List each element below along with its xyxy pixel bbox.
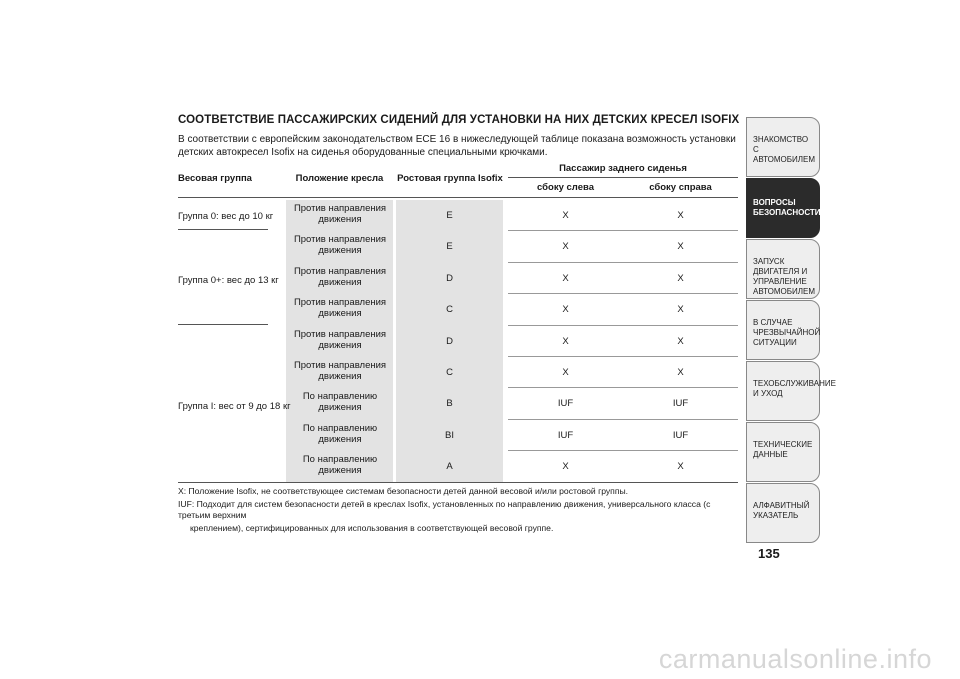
row-divider xyxy=(508,387,738,388)
cell-right: X xyxy=(677,335,684,347)
group-label: Группа 0: вес до 10 кг xyxy=(178,211,274,222)
cell-size: D xyxy=(446,335,453,347)
page-number: 135 xyxy=(758,546,780,561)
row-divider xyxy=(508,450,738,451)
cell-size: BI xyxy=(445,429,454,441)
cell-size: E xyxy=(446,210,453,221)
cell-right: X xyxy=(677,272,684,284)
cell-right: IUF xyxy=(672,429,689,441)
cell-size: A xyxy=(446,461,453,473)
header-weight: Весовая группа xyxy=(178,173,252,184)
group-divider xyxy=(178,229,268,230)
cell-position: По направлению движения xyxy=(302,454,378,477)
cell-left: X xyxy=(562,367,569,378)
chapter-tab[interactable]: ВОПРОСЫ БЕЗОПАСНОСТИ xyxy=(746,178,820,238)
cell-left: X xyxy=(562,335,569,347)
cell-left: X xyxy=(562,304,569,316)
note-x: X: Положение Isofix, не соответствующее системам безопасности детей данной весовой и/или ростовой группы. xyxy=(178,486,629,496)
cell-position: По направлению движения xyxy=(302,422,378,445)
cell-right: IUF xyxy=(672,398,689,410)
cell-left: IUF xyxy=(557,398,574,410)
chapter-tab[interactable]: АЛФАВИТНЫЙ УКАЗАТЕЛЬ xyxy=(746,483,820,543)
intro-text: В соответствии с европейским законодательством ECE 16 в нижеследующей таблице показана возможность установки детских автокресел Isofix на сиденья оборудованные специальными крючками. xyxy=(178,134,736,158)
row-divider xyxy=(508,262,738,263)
row-divider xyxy=(508,230,738,231)
page-title: СООТВЕТСТВИЕ ПАССАЖИРСКИХ СИДЕНИЙ ДЛЯ УСТАНОВКИ НА НИХ ДЕТСКИХ КРЕСЕЛ ISOFIX xyxy=(178,114,740,126)
cell-left: X xyxy=(562,272,569,284)
chapter-tab[interactable]: ЗАПУСК ДВИГАТЕЛЯ И УПРАВЛЕНИЕ АВТОМОБИЛЕМ xyxy=(746,239,820,299)
chapter-tab[interactable]: ЗНАКОМСТВО С АВТОМОБИЛЕМ xyxy=(746,117,820,177)
cell-left: IUF xyxy=(557,429,574,441)
row-divider xyxy=(508,293,738,294)
chapter-tab[interactable]: ТЕХНИЧЕСКИЕ ДАННЫЕ xyxy=(746,422,820,482)
cell-left: X xyxy=(562,241,569,253)
watermark xyxy=(0,640,960,679)
cell-size: C xyxy=(446,367,453,378)
cell-position: Против направления движения xyxy=(293,203,387,225)
chapter-tab[interactable]: В СЛУЧАЕ ЧРЕЗВЫЧАЙНОЙ СИТУАЦИИ xyxy=(746,300,820,360)
header-divider xyxy=(508,177,738,178)
chapter-tab[interactable]: ТЕХОБСЛУЖИВАНИЕ И УХОД xyxy=(746,361,820,421)
cell-right: X xyxy=(677,461,684,473)
watermark-text: carmanualsonline.info xyxy=(658,644,932,674)
footnotes xyxy=(178,486,738,535)
cell-size: C xyxy=(446,304,453,316)
cell-size: B xyxy=(446,398,453,410)
header-position: Положение кресла xyxy=(295,173,384,184)
cell-size: E xyxy=(446,241,453,253)
cell-size: D xyxy=(446,272,453,284)
row-divider xyxy=(508,419,738,420)
table-bottom-line xyxy=(178,482,738,483)
cell-position: Против направления движения xyxy=(293,297,387,320)
cell-position: Против направления движения xyxy=(293,234,387,257)
cell-right: X xyxy=(677,241,684,253)
header-rear: Пассажир заднего сиденья xyxy=(559,163,687,174)
cell-right: X xyxy=(677,367,684,378)
cell-position: Против направления движения xyxy=(293,360,387,382)
header-bottom-line xyxy=(178,197,738,198)
cell-position: По направлению движения xyxy=(302,391,378,414)
cell-right: X xyxy=(677,210,684,221)
cell-left: X xyxy=(562,210,569,221)
note-iuf-cont: креплением), сертифицированных для использования в соответствующей весовой группе. xyxy=(190,522,554,533)
header-left: сбоку слева xyxy=(537,182,594,193)
header-right: сбоку справа xyxy=(649,182,712,193)
group-label: Группа I: вес от 9 до 18 кг xyxy=(178,401,291,412)
header-size: Ростовая группа Isofix xyxy=(397,173,503,184)
note-iuf: IUF: Подходит для систем безопасности детей в креслах Isofix, установленных по направлению движения, универсального класса (с третьим верхним xyxy=(178,498,711,520)
row-divider xyxy=(508,356,738,357)
group-label: Группа 0+: вес до 13 кг xyxy=(178,275,279,286)
row-divider xyxy=(508,325,738,326)
group-divider xyxy=(178,324,268,325)
cell-left: X xyxy=(562,461,569,473)
cell-position: Против направления движения xyxy=(293,328,387,351)
cell-position: Против направления движения xyxy=(293,265,387,288)
cell-right: X xyxy=(677,304,684,316)
